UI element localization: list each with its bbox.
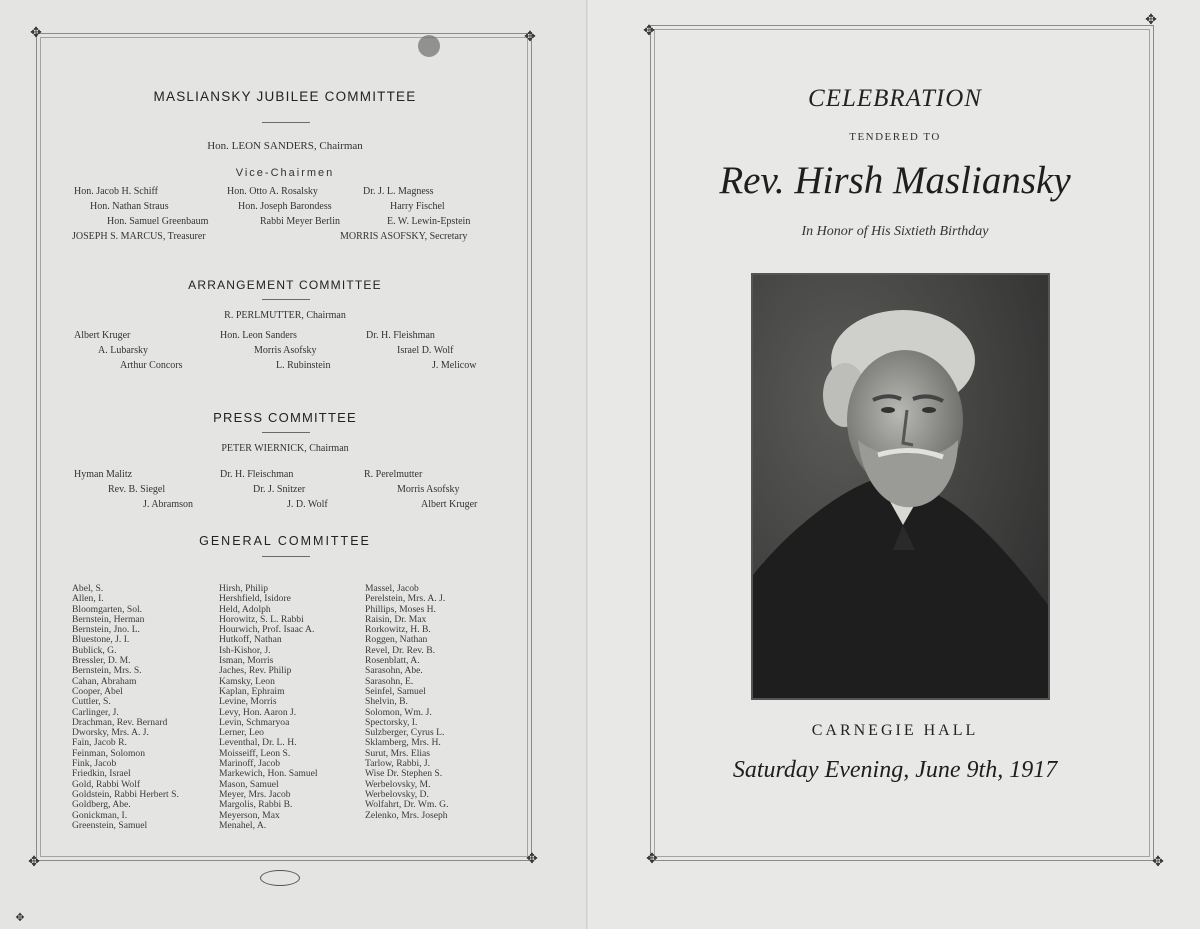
general-committee-member: Raisin, Dr. Max — [365, 613, 427, 625]
general-committee-member: Carlinger, J. — [72, 706, 119, 718]
general-committee-member: Bluestone, J. I. — [72, 634, 130, 646]
general-committee-member: Lerner, Leo — [219, 727, 264, 739]
ornament-icon: ✥ — [526, 851, 538, 867]
left-page — [0, 0, 588, 929]
general-committee-member: Isman, Morris — [219, 655, 274, 667]
general-committee-member: Wise Dr. Stephen S. — [365, 768, 443, 780]
ornament-icon: ✥ — [643, 23, 655, 39]
general-committee-member: Gold, Rabbi Wolf — [72, 778, 141, 790]
press-member: Dr. H. Fleischman — [220, 469, 294, 480]
portrait-photo — [751, 273, 1050, 700]
general-committee-member: Cooper, Abel — [72, 685, 123, 697]
general-committee-member: Feinman, Solomon — [72, 747, 146, 759]
general-committee-member: Gonickman, I. — [72, 809, 128, 821]
general-committee-member: Levin, Schmaryoa — [219, 716, 290, 728]
general-committee-member: Bernstein, Mrs. S. — [72, 665, 142, 677]
honoree-name: Rev. Hirsh Masliansky — [719, 159, 1071, 202]
arrangement-member: Morris Asofsky — [254, 345, 317, 356]
general-committee-member: Solomon, Wm. J. — [365, 706, 432, 718]
general-committee-member: Markewich, Hon. Samuel — [219, 768, 318, 780]
general-committee-member: Shelvin, B. — [365, 696, 408, 708]
press-member: R. Perelmutter — [364, 469, 423, 480]
general-committee-member: Surut, Mrs. Elias — [365, 747, 431, 759]
vice-chair-name: Hon. Samuel Greenbaum — [107, 216, 209, 227]
general-committee-member: Mason, Samuel — [219, 778, 279, 790]
general-committee-member: Horowitz, S. L. Rabbi — [219, 613, 304, 625]
general-committee-member: Sarasohn, Abe. — [365, 665, 423, 677]
ornament-icon: ✥ — [524, 29, 536, 45]
general-committee-member: Tarlow, Rabbi, J. — [365, 758, 431, 770]
general-committee-column-1 — [72, 584, 179, 831]
general-committee-member: Revel, Dr. Rev. B. — [365, 644, 435, 656]
general-committee-member: Bressler, D. M. — [72, 655, 131, 667]
general-committee-member: Bernstein, Herman — [72, 613, 145, 625]
general-committee-column-2 — [219, 584, 318, 831]
printer-mark-icon — [260, 870, 300, 886]
general-committee-member: Marinoff, Jacob — [219, 758, 281, 770]
right-page — [590, 0, 1200, 929]
vice-chair-name: E. W. Lewin-Epstein — [387, 216, 471, 227]
jubilee-committee-title: MASLIANSKY JUBILEE COMMITTEE — [153, 89, 417, 104]
portrait-illustration — [753, 275, 1048, 698]
general-committee-column-3 — [365, 584, 449, 821]
ornament-icon: ✥ — [28, 854, 40, 870]
general-committee-member: Margolis, Rabbi B. — [219, 799, 293, 811]
ornament-icon: ✥ — [1145, 12, 1157, 28]
press-member: J. D. Wolf — [287, 499, 328, 510]
general-committee-member: Kaplan, Ephraim — [219, 685, 285, 697]
ornament-icon: ✥ — [15, 911, 25, 924]
vice-chair-name: Hon. Otto A. Rosalsky — [227, 186, 318, 197]
ornament-icon: ✥ — [30, 25, 42, 41]
vice-chair-name: Dr. J. L. Magness — [363, 186, 434, 197]
vice-chair-name: Rabbi Meyer Berlin — [260, 216, 340, 227]
treasurer: JOSEPH S. MARCUS, Treasurer — [72, 231, 206, 242]
arrangement-committee-title: ARRANGEMENT COMMITTEE — [188, 278, 382, 292]
general-committee-member: Moisseiff, Leon S. — [219, 747, 291, 759]
press-chairman: PETER WIERNICK, Chairman — [221, 443, 349, 454]
general-committee-member: Cahan, Abraham — [72, 675, 137, 687]
ornament-icon: ✥ — [1152, 854, 1164, 870]
vice-chairmen-heading: Vice-Chairmen — [235, 167, 335, 179]
arrangement-member: A. Lubarsky — [98, 345, 148, 356]
general-committee-member: Dworsky, Mrs. A. J. — [72, 727, 149, 739]
general-committee-member: Greenstein, Samuel — [72, 819, 148, 831]
general-committee-member: Bernstein, Jno. L. — [72, 624, 140, 636]
general-committee-member: Fain, Jacob R. — [72, 737, 127, 749]
general-committee-member: Werbelovsky, D. — [365, 788, 429, 800]
general-committee-member: Ish-Kishor, J. — [219, 644, 271, 656]
general-committee-member: Sulzberger, Cyrus L. — [365, 727, 445, 739]
general-committee-member: Rorkowitz, H. B. — [365, 624, 431, 636]
arrangement-member: Israel D. Wolf — [397, 345, 454, 356]
arrangement-member: L. Rubinstein — [276, 360, 331, 371]
general-committee-member: Levy, Hon. Aaron J. — [219, 706, 297, 718]
general-committee-member: Cuttler, S. — [72, 696, 111, 708]
general-committee-member: Leventhal, Dr. L. H. — [219, 737, 297, 749]
celebration-title: CELEBRATION — [808, 85, 982, 112]
press-member: Dr. J. Snitzer — [253, 484, 306, 495]
arrangement-member: J. Melicow — [432, 360, 477, 371]
committee-chairman: Hon. LEON SANDERS, Chairman — [207, 140, 363, 152]
general-committee-member: Levine, Morris — [219, 696, 277, 708]
general-committee-member: Jaches, Rev. Philip — [219, 665, 292, 677]
general-committee-member: Hourwich, Prof. Isaac A. — [219, 624, 315, 636]
press-committee-title: PRESS COMMITTEE — [213, 410, 357, 425]
general-committee-member: Drachman, Rev. Bernard — [72, 716, 168, 728]
press-member: Albert Kruger — [421, 499, 478, 510]
general-committee-member: Abel, S. — [72, 583, 104, 594]
general-committee-member: Hutkoff, Nathan — [219, 634, 282, 646]
press-member: Morris Asofsky — [397, 484, 460, 495]
general-committee-member: Kamsky, Leon — [219, 675, 275, 687]
arrangement-chairman: R. PERLMUTTER, Chairman — [224, 310, 346, 321]
general-committee-member: Sklamberg, Mrs. H. — [365, 737, 441, 749]
vice-chair-name: Hon. Nathan Straus — [90, 201, 169, 212]
ornament-icon: ✥ — [646, 851, 658, 867]
general-committee-member: Rosenblatt, A. — [365, 655, 420, 667]
general-committee-member: Roggen, Nathan — [365, 634, 428, 646]
divider — [262, 299, 310, 300]
general-committee-member: Menahel, A. — [219, 819, 267, 831]
general-committee-member: Sarasohn, E. — [365, 675, 414, 687]
general-committee-member: Massel, Jacob — [365, 583, 419, 594]
general-committee-member: Goldstein, Rabbi Herbert S. — [72, 788, 179, 800]
press-member: Rev. B. Siegel — [108, 484, 166, 495]
general-committee-member: Phillips, Moses H. — [365, 603, 436, 615]
ink-stain — [418, 35, 440, 57]
general-committee-member: Meyer, Mrs. Jacob — [219, 788, 291, 800]
arrangement-member: Albert Kruger — [74, 330, 131, 341]
general-committee-title: GENERAL COMMITTEE — [199, 534, 371, 548]
general-committee-member: Hershfield, Isidore — [219, 593, 291, 605]
venue: CARNEGIE HALL — [811, 722, 979, 739]
general-committee-member: Held, Adolph — [219, 603, 271, 615]
general-committee-member: Goldberg, Abe. — [72, 799, 131, 811]
general-committee-member: Allen, I. — [72, 593, 104, 605]
vice-chair-name: Hon. Joseph Barondess — [238, 201, 332, 212]
general-committee-member: Friedkin, Israel — [72, 768, 131, 780]
general-committee-member: Spectorsky, I. — [365, 716, 418, 728]
event-date: Saturday Evening, June 9th, 1917 — [732, 757, 1058, 783]
vice-chair-name: Harry Fischel — [390, 201, 445, 212]
general-committee-member: Fink, Jacob — [72, 758, 117, 770]
tendered-to: TENDERED TO — [849, 131, 941, 143]
press-member: J. Abramson — [143, 499, 193, 510]
arrangement-member: Dr. H. Fleishman — [366, 330, 435, 341]
general-committee-member: Perelstein, Mrs. A. J. — [365, 593, 446, 605]
general-committee-member: Seinfel, Samuel — [365, 685, 426, 697]
arrangement-member: Arthur Concors — [120, 360, 183, 371]
divider — [262, 432, 310, 433]
secretary: MORRIS ASOFSKY, Secretary — [340, 231, 468, 242]
general-committee-member: Hirsh, Philip — [219, 583, 269, 594]
arrangement-member: Hon. Leon Sanders — [220, 330, 297, 341]
honor-line: In Honor of His Sixtieth Birthday — [801, 224, 989, 239]
general-committee-member: Werbelovsky, M. — [365, 778, 431, 790]
divider — [262, 122, 310, 123]
divider — [262, 556, 310, 557]
general-committee-member: Meyerson, Max — [219, 809, 280, 821]
vice-chair-name: Hon. Jacob H. Schiff — [74, 186, 158, 197]
general-committee-member: Bloomgarten, Sol. — [72, 603, 143, 615]
press-member: Hyman Malitz — [74, 469, 133, 480]
general-committee-member: Wolfahrt, Dr. Wm. G. — [365, 799, 449, 811]
general-committee-member: Bublick, G. — [72, 644, 117, 656]
general-committee-member: Zelenko, Mrs. Joseph — [365, 809, 448, 821]
